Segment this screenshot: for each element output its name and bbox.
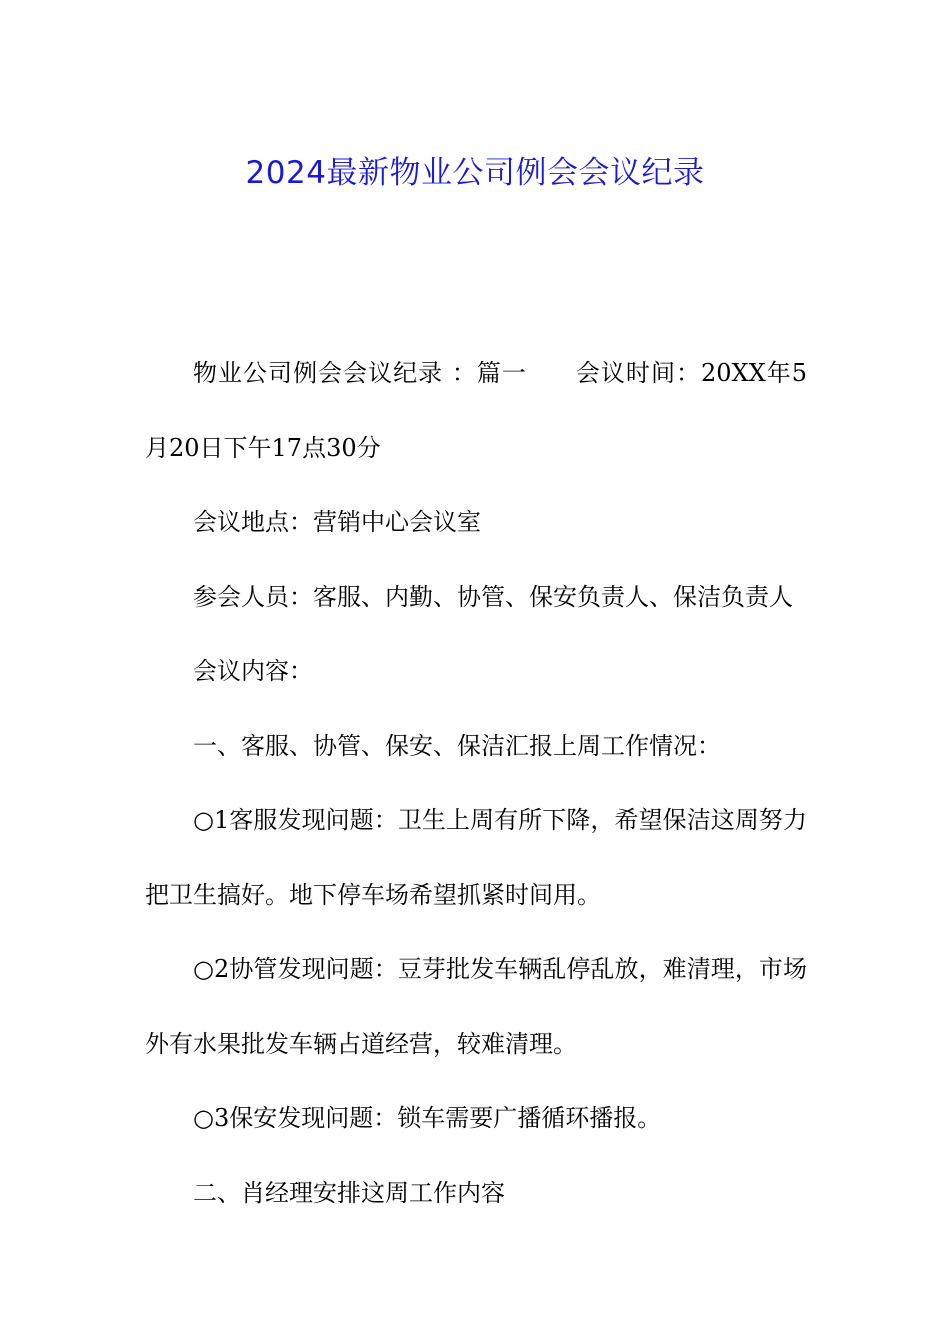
paragraph-item-3: ○3保安发现问题：锁车需要广播循环播报。 xyxy=(193,1104,662,1132)
paragraph-attendees: 参会人员：客服、内勤、协管、保安负责人、保洁负责人 xyxy=(193,582,793,611)
paragraph-item-2: ○2协管发现问题：豆芽批发车辆乱停乱放，难清理，市场外有水果批发车辆占道经营，较难清理。 xyxy=(145,955,807,1058)
paragraph-meeting-time xyxy=(145,336,807,485)
paragraph-section-one: 一、客服、协管、保安、保洁汇报上周工作情况： xyxy=(193,731,721,760)
meeting-time: 会议时间：20XX年5月20日下午17点30分 xyxy=(145,359,807,462)
paragraph-heading: 物业公司例会会议纪录 ：篇一 xyxy=(193,359,527,387)
paragraph-item-1: ○1客服发现问题：卫生上周有所下降，希望保洁这周努力把卫生搞好。地下停车场希望抓紧时间用。 xyxy=(145,806,807,909)
paragraph-meeting-location: 会议地点：营销中心会议室 xyxy=(193,508,481,536)
document-body xyxy=(145,336,807,1230)
paragraph-content-heading: 会议内容： xyxy=(193,657,313,685)
paragraph-section-two: 二、肖经理安排这周工作内容 xyxy=(193,1178,505,1207)
document-title: 2024最新物业公司例会会议纪录 xyxy=(245,154,705,191)
